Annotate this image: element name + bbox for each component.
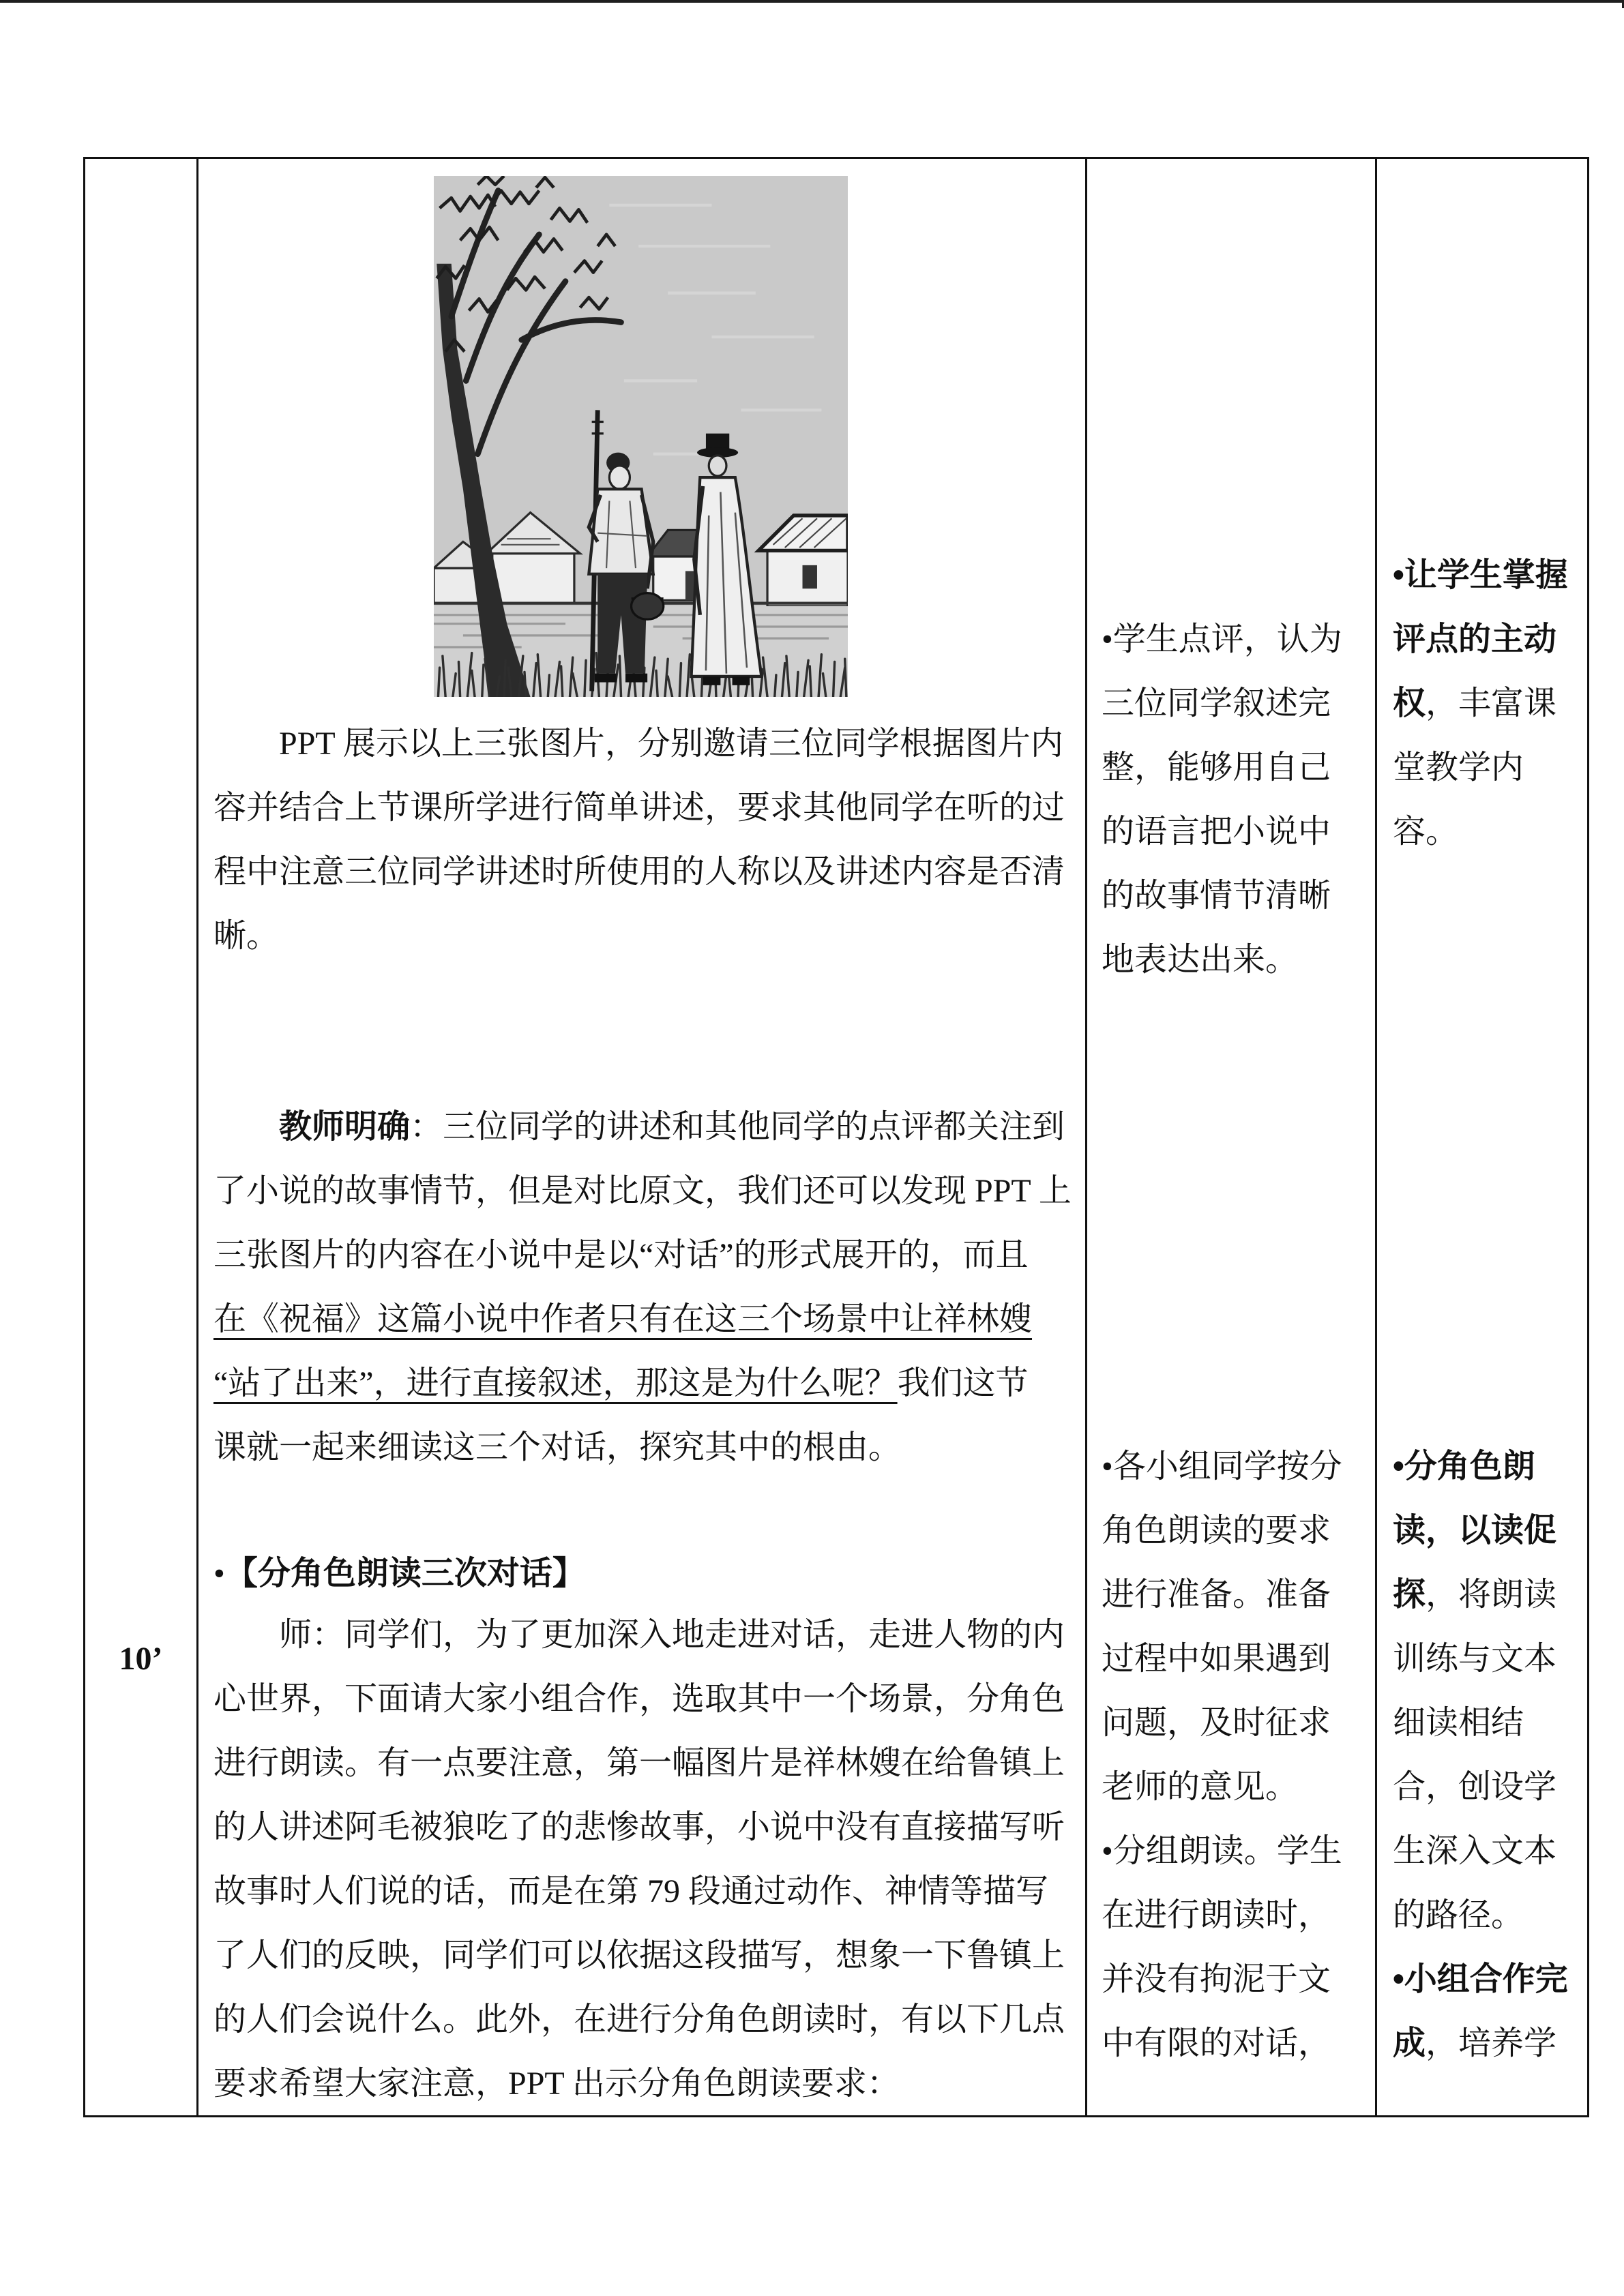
- design-intent-line: [1393, 2012, 1568, 2076]
- design-intent-line: [1393, 800, 1568, 864]
- clarify-text: 我们这节: [897, 1365, 1029, 1401]
- student-activity-line: 整，能够用自己: [1102, 749, 1331, 786]
- student-activity-line: 在进行朗读时，: [1102, 1897, 1331, 1933]
- reading-heading-title: 【分角色朗读三次对话】: [224, 1555, 585, 1592]
- intro-line: 程中注意三位同学讲述时所使用的人称以及讲述内容是否清: [213, 854, 1065, 890]
- clarify-text: 课就一起来细读这三个对话，探究其中的根由。: [213, 1429, 902, 1465]
- student-activity-line: 角色朗读的要求: [1102, 1512, 1331, 1549]
- clarify-line: [213, 1095, 1072, 1159]
- clarify-text: 了小说的故事情节，但是对比原文，我们还可以发现 PPT 上: [213, 1173, 1072, 1209]
- design-intent-line: [1393, 1755, 1568, 1819]
- design-intent-text: 堂教学内: [1393, 749, 1524, 786]
- instruction-line: 要求希望大家注意，PPT 出示分角色朗读要求：: [213, 2066, 900, 2102]
- student-activity-line: 三位同学叙述完: [1102, 685, 1331, 721]
- student-activity-line: •各小组同学按分: [1102, 1448, 1342, 1485]
- underlined-question: “站了出来”，进行直接叙述，那这是为什么呢？: [213, 1365, 898, 1401]
- student-activity-line: 中有限的对话，: [1102, 2025, 1331, 2061]
- design-intent-line: [1393, 1563, 1568, 1627]
- design-intent-line: [1393, 1691, 1568, 1755]
- design-intent-emphasis: •分角色朗: [1393, 1448, 1535, 1485]
- student-activity-line: •分组朗读。学生: [1102, 1833, 1342, 1869]
- design-intent-emphasis: 读，以读促: [1393, 1512, 1557, 1549]
- time-allocation: 10’: [119, 1641, 163, 1677]
- student-activity-line: 地表达出来。: [1102, 942, 1299, 978]
- clarify-line: [213, 1352, 1072, 1416]
- student-activity-line: 的语言把小说中: [1102, 814, 1331, 850]
- design-intent-text: ，将朗读: [1426, 1577, 1557, 1613]
- page-top-edge: [0, 0, 1624, 3]
- design-intent-emphasis: •小组合作完: [1393, 1961, 1568, 1997]
- design-intent-line: [1393, 608, 1568, 672]
- student-activity-line: •学生点评，认为: [1102, 621, 1342, 657]
- student-reading-activity: [1102, 1435, 1342, 2076]
- teacher-clarification-paragraph: [213, 1095, 1072, 1480]
- clarify-line: [213, 1287, 1072, 1352]
- design-intent-text: ，丰富课: [1426, 685, 1557, 721]
- intro-paragraph: [213, 712, 1065, 968]
- instruction-line: 师：同学们，为了更加深入地走进对话，走进人物的内: [279, 1617, 1065, 1653]
- student-activity-cell: [1085, 157, 1375, 2117]
- design-intent-line: [1393, 1499, 1568, 1563]
- bullet: •: [213, 1555, 225, 1592]
- design-intent-line: [1393, 1435, 1568, 1499]
- student-activity-line: 问题，及时征求: [1102, 1705, 1331, 1741]
- reading-heading-line: [213, 1542, 585, 1606]
- design-intent-text: 细读相结: [1393, 1705, 1524, 1741]
- instruction-line: 心世界，下面请大家小组合作，选取其中一个场景，分角色: [213, 1681, 1065, 1717]
- student-activity-line: 的故事情节清晰: [1102, 878, 1331, 914]
- student-activity-line: 老师的意见。: [1102, 1769, 1299, 1805]
- instruction-line: 的人们会说什么。此外，在进行分角色朗读时，有以下几点: [213, 2001, 1065, 2038]
- reading-design-intent: [1393, 1435, 1568, 2076]
- design-intent-line: [1393, 672, 1568, 736]
- clarify-text: 三张图片的内容在小说中是以“对话”的形式展开的，而且: [213, 1237, 1029, 1273]
- student-review-activity: [1102, 608, 1342, 992]
- design-intent-emphasis: 成: [1393, 2025, 1426, 2061]
- student-activity-line: 过程中如果遇到: [1102, 1641, 1331, 1677]
- design-intent-cell: [1375, 157, 1589, 2117]
- design-intent-text: 生深入文本: [1393, 1833, 1557, 1869]
- reading-instructions-paragraph: [213, 1603, 1065, 2116]
- clarify-line: [213, 1416, 1072, 1480]
- student-activity-line: 进行准备。准备: [1102, 1577, 1331, 1613]
- design-intent-emphasis: 评点的主动: [1393, 621, 1557, 657]
- instruction-line: 进行朗读。有一点要注意，第一幅图片是祥林嫂在给鲁镇上: [213, 1745, 1065, 1781]
- design-intent-text: 训练与文本: [1393, 1641, 1557, 1677]
- design-intent-text: ，培养学: [1426, 2025, 1557, 2061]
- story-illustration: [434, 176, 848, 697]
- design-intent-line: [1393, 543, 1568, 608]
- instruction-line: 故事时人们说的话，而是在第 79 段通过动作、神情等描写: [213, 1873, 1049, 1909]
- design-intent-text: 的路径。: [1393, 1897, 1524, 1933]
- design-intent-text: 合，创设学: [1393, 1769, 1557, 1805]
- clarify-label: 教师明确: [279, 1109, 411, 1145]
- clarify-line: [213, 1159, 1072, 1223]
- reading-heading: [213, 1542, 585, 1606]
- design-intent-emphasis: 探: [1393, 1577, 1426, 1613]
- intro-line: PPT 展示以上三张图片，分别邀请三位同学根据图片内: [279, 726, 1063, 762]
- design-intent-emphasis: •让学生掌握: [1393, 557, 1568, 593]
- design-intent-text: 容。: [1393, 814, 1459, 850]
- instruction-line: 的人讲述阿毛被狼吃了的悲惨故事，小说中没有直接描写听: [213, 1809, 1065, 1845]
- design-intent-line: [1393, 736, 1568, 800]
- student-activity-line: 并没有拘泥于文: [1102, 1961, 1331, 1997]
- intro-line: 晰。: [213, 918, 280, 954]
- time-cell: [83, 157, 196, 2117]
- design-intent-line: [1393, 1819, 1568, 1883]
- clarify-text: ：三位同学的讲述和其他同学的点评都关注到: [410, 1109, 1065, 1145]
- design-intent-line: [1393, 1883, 1568, 1948]
- design-intent-line: [1393, 1948, 1568, 2012]
- instruction-line: 了人们的反映，同学们可以依据这段描写，想象一下鲁镇上: [213, 1937, 1065, 1973]
- review-design-intent: [1393, 543, 1568, 864]
- clarify-line: [213, 1223, 1072, 1287]
- design-intent-emphasis: 权: [1393, 685, 1426, 721]
- underlined-question: 在《祝福》这篇小说中作者只有在这三个场景中让祥林嫂: [213, 1301, 1033, 1337]
- design-intent-line: [1393, 1627, 1568, 1691]
- teaching-process-cell: [196, 157, 1085, 2117]
- intro-line: 容并结合上节课所学进行简单讲述，要求其他同学在听的过: [213, 790, 1065, 826]
